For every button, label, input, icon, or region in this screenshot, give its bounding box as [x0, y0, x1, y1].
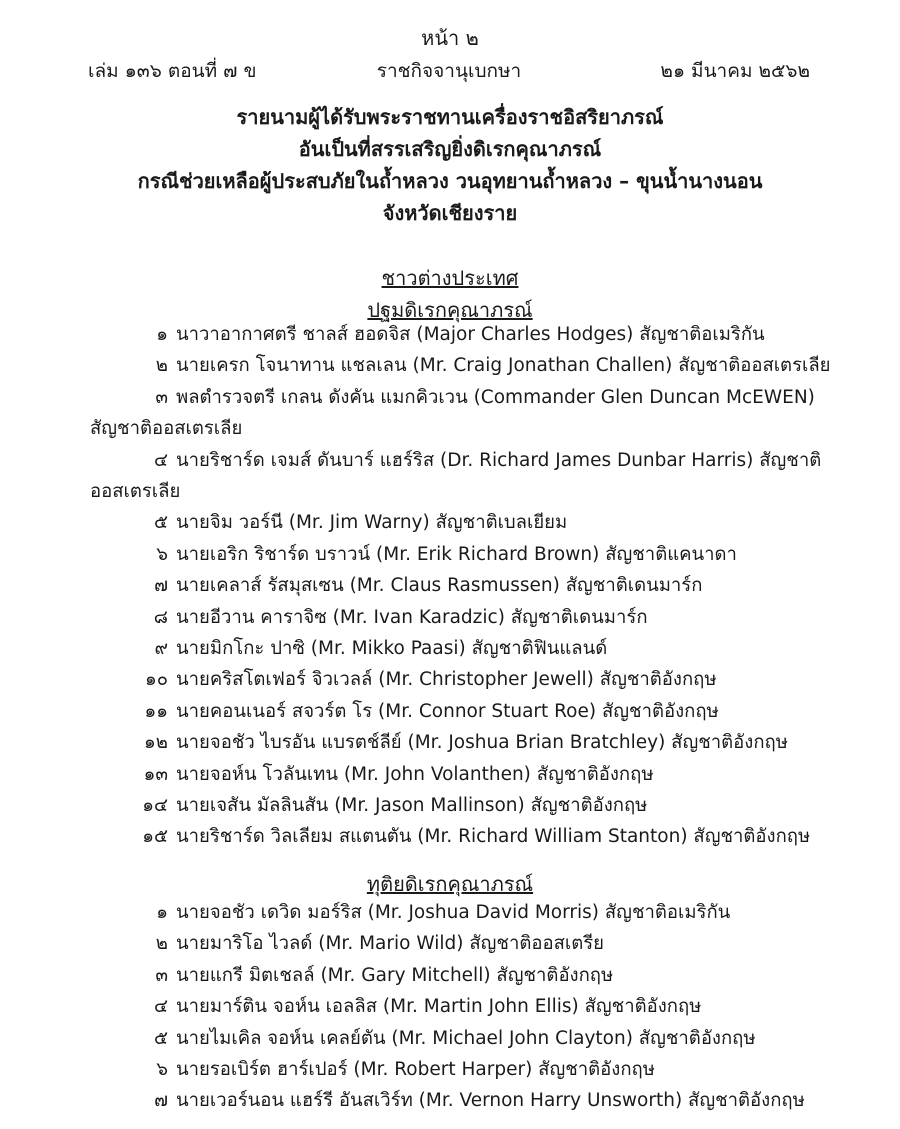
category-heading: ชาวต่างประเทศ	[381, 266, 519, 290]
entry-text: นายแกรี มิตเชลล์ (Mr. Gary Mitchell) สัญชาติอังกฤษ	[176, 964, 614, 986]
section-heading: ปฐมดิเรกคุณาภรณ์	[367, 298, 533, 322]
entry-text: นายริชาร์ด วิลเลียม สแตนตัน (Mr. Richard William Stanton) สัญชาติอังกฤษ	[176, 826, 811, 848]
entry-number: ๑๔	[142, 795, 168, 816]
entry-text: นายจิม วอร์นี (Mr. Jim Warny) สัญชาติเบลเยียม	[176, 512, 568, 534]
title-line: กรณีช่วยเหลือผู้ประสบภัยในถ้ำหลวง วนอุทยานถ้ำหลวง – ขุนน้ำนางนอน	[137, 169, 763, 193]
list-item	[90, 762, 810, 788]
entry-number: ๑๓	[143, 763, 168, 785]
entry-number: ๖	[156, 1059, 168, 1080]
gazette-name: ราชกิจจานุเบกษา	[376, 60, 522, 82]
title-line: รายนามผู้ได้รับพระราชทานเครื่องราชอิสริยาภรณ์	[236, 105, 664, 129]
title-line: อันเป็นที่สรรเสริญยิ่งดิเรกคุณาภรณ์	[298, 137, 602, 161]
entry-number: ๔	[153, 996, 168, 1018]
page-number: หน้า ๒	[421, 26, 479, 50]
entry-text: นายมาร์ติน จอห์น เอลลิส (Mr. Martin John Ellis) สัญชาติอังกฤษ	[176, 996, 702, 1018]
entry-text: นายไมเคิล จอห์น เคลย์ตัน (Mr. Michael John Clayton) สัญชาติอังกฤษ	[176, 1027, 756, 1049]
entry-text: นายเวอร์นอน แฮร์รี อันสเวิร์ท (Mr. Vernon Harry Unsworth) สัญชาติอังกฤษ	[176, 1090, 805, 1112]
list-item	[90, 573, 810, 599]
entry-number: ๗	[154, 575, 168, 597]
list-item	[90, 994, 810, 1020]
publication-date: ๒๑ มีนาคม ๒๕๖๒	[660, 60, 810, 82]
list-item	[90, 1088, 810, 1114]
volume-issue: เล่ม ๑๓๖ ตอนที่ ๗ ข	[88, 60, 257, 82]
list-item	[90, 448, 822, 474]
entry-number: ๒	[155, 355, 168, 377]
entry-number: ๑๑	[144, 700, 168, 722]
entry-number: ๑	[156, 324, 168, 345]
entry-text: นายมาริโอ ไวลด์ (Mr. Mario Wild) สัญชาติออสเตรีย	[176, 933, 604, 955]
list-item	[90, 636, 810, 662]
entry-number: ๓	[155, 386, 168, 408]
entry-text: นายมิกโกะ ปาซิ (Mr. Mikko Paasi) สัญชาติฟินแลนด์	[176, 638, 608, 659]
entry-text: นายริชาร์ด เจมส์ ดันบาร์ แฮร์ริส (Dr. Richard James Dunbar Harris) สัญชาติ	[176, 449, 822, 471]
entry-text: นายเอริก ริชาร์ด บราวน์ (Mr. Erik Richard Brown) สัญชาติแคนาดา	[176, 543, 737, 565]
entry-text: นายจอห์น โวลันเทน (Mr. John Volanthen) สัญชาติอังกฤษ	[176, 763, 654, 785]
entry-number: ๘	[153, 606, 168, 628]
list-item	[90, 385, 815, 411]
entry-number: ๑๕	[142, 826, 168, 848]
document-title	[0, 101, 900, 229]
entry-number: ๑๐	[144, 669, 168, 691]
entry-number: ๖	[156, 543, 168, 565]
list-item	[90, 963, 810, 989]
entry-text: นายคริสโตเฟอร์ จิวเวลล์ (Mr. Christopher Jewell) สัญชาติอังกฤษ	[176, 669, 717, 691]
list-item	[90, 793, 810, 819]
title-line: จังหวัดเชียงราย	[382, 201, 518, 225]
entry-number: ๕	[153, 1027, 168, 1049]
entry-continuation: ออสเตรเลีย	[90, 481, 181, 502]
entry-number: ๕	[153, 512, 168, 534]
entry-text: นายคอนเนอร์ สจวร์ต โร (Mr. Connor Stuart Roe) สัญชาติอังกฤษ	[176, 700, 719, 722]
entry-number: ๑๒	[144, 732, 168, 754]
list-item	[90, 353, 831, 379]
entry-text: นายจอชัว ไบรอัน แบรตช์ลีย์ (Mr. Joshua Brian Bratchley) สัญชาติอังกฤษ	[176, 732, 788, 754]
entry-number: ๔	[153, 449, 168, 471]
entry-text: นาวาอากาศตรี ชาลส์ ฮอดจิส (Major Charles Hodges) สัญชาติอเมริกัน	[176, 324, 765, 345]
list-item	[90, 931, 810, 957]
entry-text: นายจอชัว เดวิด มอร์ริส (Mr. Joshua David Morris) สัญชาติอเมริกัน	[176, 902, 731, 923]
entry-continuation: สัญชาติออสเตรเลีย	[90, 418, 243, 440]
entry-number: ๗	[154, 1090, 168, 1112]
list-item	[90, 1026, 810, 1052]
list-item	[90, 699, 810, 725]
list-item	[90, 824, 810, 850]
section-heading: ทุติยดิเรกคุณาภรณ์	[366, 872, 534, 896]
list-item	[90, 730, 810, 756]
entry-text: นายรอเบิร์ต ฮาร์เปอร์ (Mr. Robert Harper) สัญชาติอังกฤษ	[176, 1059, 655, 1080]
entry-number: ๙	[154, 638, 168, 659]
list-item	[90, 1057, 810, 1083]
entry-text: นายเคลาส์ รัสมุสเซน (Mr. Claus Rasmussen) สัญชาติเดนมาร์ก	[176, 575, 703, 597]
entry-text: นายเจสัน มัลลินสัน (Mr. Jason Mallinson) สัญชาติอังกฤษ	[176, 795, 648, 816]
list-item	[90, 542, 810, 568]
entry-number: ๓	[155, 964, 168, 986]
gazette-header	[88, 56, 810, 82]
list-item	[90, 322, 810, 348]
entry-number: ๒	[155, 933, 168, 955]
list-item	[90, 605, 810, 631]
list-item	[90, 510, 810, 536]
entry-number: ๑	[156, 902, 168, 923]
entry-text: นายเครก โจนาทาน แชลเลน (Mr. Craig Jonathan Challen) สัญชาติออสเตรเลีย	[176, 355, 831, 377]
list-item	[90, 667, 810, 693]
entry-text: พลตำรวจตรี เกลน ดังคัน แมกคิวเวน (Commander Glen Duncan McEWEN)	[176, 386, 815, 408]
list-item	[90, 900, 810, 926]
entry-text: นายอีวาน คาราจิซ (Mr. Ivan Karadzic) สัญชาติเดนมาร์ก	[176, 606, 648, 628]
